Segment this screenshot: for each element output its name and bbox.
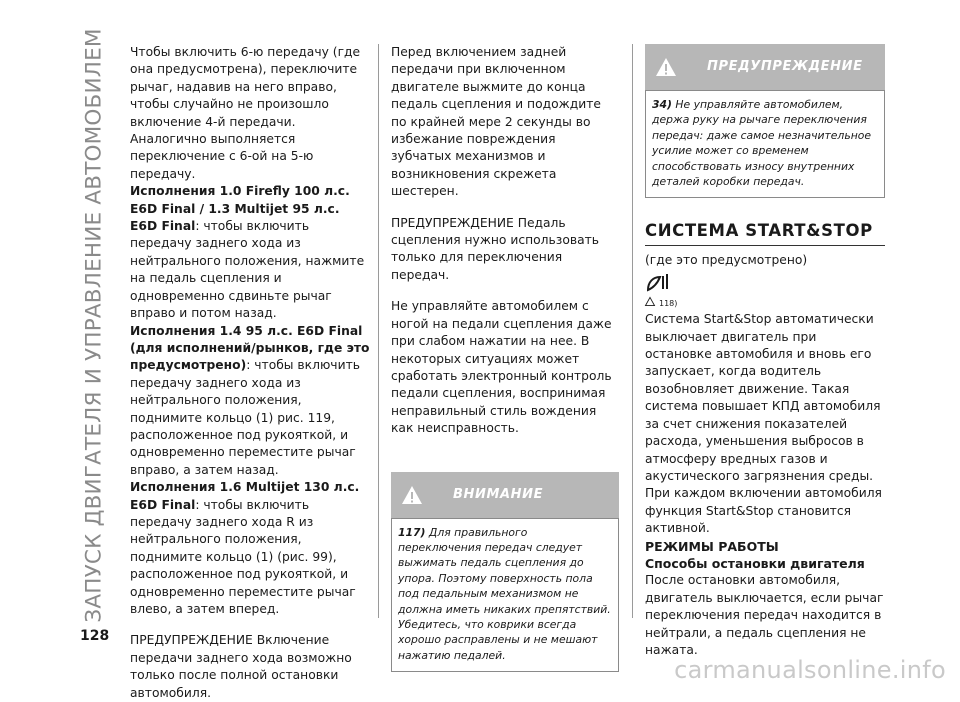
warning-reference-number: 118) (659, 298, 678, 308)
availability-note: (где это предусмотрено) (645, 252, 808, 267)
column-divider-1 (378, 44, 379, 618)
warning-triangle-icon (401, 485, 423, 505)
attention-title: ВНИМАНИЕ (453, 486, 544, 502)
text-column-1 (130, 44, 370, 702)
text-firefly-multijet95: : чтобы включить передачу заднего хода из нейтрального положения, нажмите на педаль сцепления и одновременно сдвиньте рычаг вправо и потом назад. (130, 219, 365, 321)
paragraph-warning-reverse: ПРЕДУПРЕЖДЕНИЕ Включение передачи заднего хода возможно только после полной остановки автомобиля. (130, 633, 352, 700)
attention-box (391, 472, 619, 673)
attention-body (391, 518, 619, 673)
page-number: 128 (80, 628, 110, 644)
attention-text: Для правильного переключения передач следует выжимать педаль сцепления до упора. Поэтому поверхность пола под педальным механизмом не должна иметь никаких препятствий. Убедитесь, что коврики всегда хорошо расправлены и не мешают нажатию педалей. (398, 525, 611, 662)
paragraph-warning-clutch: ПРЕДУПРЕЖДЕНИЕ Педаль сцепления нужно использовать только для переключения передач. (391, 215, 600, 282)
warning-reference-row (645, 295, 885, 311)
paragraph-foot-on-pedal: Не управляйте автомобилем с ногой на педали сцепления даже при слабом нажатии на нее. В некоторых ситуациях может сработать электронный контроль педали сцепления, воспринимая неправильный стиль вождения как неисправность. (391, 299, 612, 436)
column-divider-2 (632, 44, 633, 618)
warning-box (645, 44, 885, 198)
warning-header (645, 44, 885, 90)
subsection-stop-methods: Способы остановки двигателя (645, 555, 865, 571)
paragraph-reverse-1-4 (130, 323, 370, 480)
heading-firefly-multijet95: Исполнения 1.0 Firefly 100 л.с. E6D Final / 1.3 Multijet 95 л.с. E6D Final (130, 184, 350, 234)
paragraph-reverse-multijet130 (130, 479, 370, 618)
heading-1-4: Исполнения 1.4 95 л.с. E6D Final (для исполнений/рынков, где это предусмотрено) (130, 323, 370, 373)
eco-leaf-icon (645, 272, 671, 297)
side-chapter-title-text: ЗАПУСК ДВИГАТЕЛЯ И УПРАВЛЕНИЕ АВТОМОБИЛЕМ (81, 27, 107, 623)
paragraph-before-reverse: Перед включением задней передачи при включенном двигателе выжмите до конца педаль сцепления и подождите по крайней мере 2 секунды во избежание повреждения зубчатых механизмов и возникновения скрежета шестерен. (391, 45, 601, 199)
paragraph-start-stop-description: Система Start&Stop автоматически выключает двигатель при остановке автомобиля и вновь его запускает, когда водитель возобновляет движение. Такая система повышает КПД автомобиля за счет снижения показателей расхода, уменьшения выбросов в атмосферу вредных газов и акустического загрязнения среды. (645, 312, 881, 483)
warning-text: Не управляйте автомобилем, держа руку на рычаге переключения передач: даже самое незначительное усилие может со временем способствовать износу внутренних деталей коробки передач. (652, 98, 872, 189)
warning-title: ПРЕДУПРЕЖДЕНИЕ (707, 59, 863, 75)
text-column-3 (645, 44, 885, 659)
subsection-modes: РЕЖИМЫ РАБОТЫ (645, 538, 779, 554)
warning-triangle-icon (655, 57, 677, 77)
side-chapter-title (80, 27, 108, 623)
warning-body (645, 90, 885, 198)
attention-header (391, 472, 619, 518)
paragraph-engine-stop: После остановки автомобиля, двигатель выключается, если рычаг переключения передач находится в нейтрали, а педаль сцепления не нажата. (645, 573, 884, 657)
paragraph-start-stop-active: При каждом включении автомобиля функция Start&Stop становится активной. (645, 486, 882, 536)
paragraph-sixth-gear: Чтобы включить 6-ю передачу (где она предусмотрена), переключите рычаг, надавив на него вправо, чтобы случайно не произошло включение 4-й передачи. Аналогично выполняется переключение с 6-ой на 5-ю передачу. (130, 45, 361, 181)
small-warning-triangle-icon (645, 295, 655, 312)
heading-multijet130: Исполнения 1.6 Multijet 130 л.с. E6D Final (130, 480, 360, 512)
text-multijet130: : чтобы включить передачу заднего хода R из нейтрального положения, поднимите кольцо (1) (рис. 99), расположенное под рукояткой, и одновременно переместите рычаг влево, а затем вперед. (130, 497, 356, 616)
footer-watermark: carmanualsonline.info (674, 656, 946, 684)
eco-symbol-row (645, 273, 885, 295)
warning-number: 34) (652, 98, 672, 111)
text-1-4: : чтобы включить передачу заднего хода из нейтрального положения, поднимите кольцо (1) рис. 119, расположенное под рукояткой, и одновременно переместите рычаг вправо, а затем назад. (130, 358, 360, 477)
section-title-start-stop: СИСТЕМА START&STOP (645, 222, 885, 245)
paragraph-reverse-firefly (130, 183, 370, 322)
attention-number: 117) (398, 525, 426, 539)
text-column-2 (391, 44, 619, 672)
